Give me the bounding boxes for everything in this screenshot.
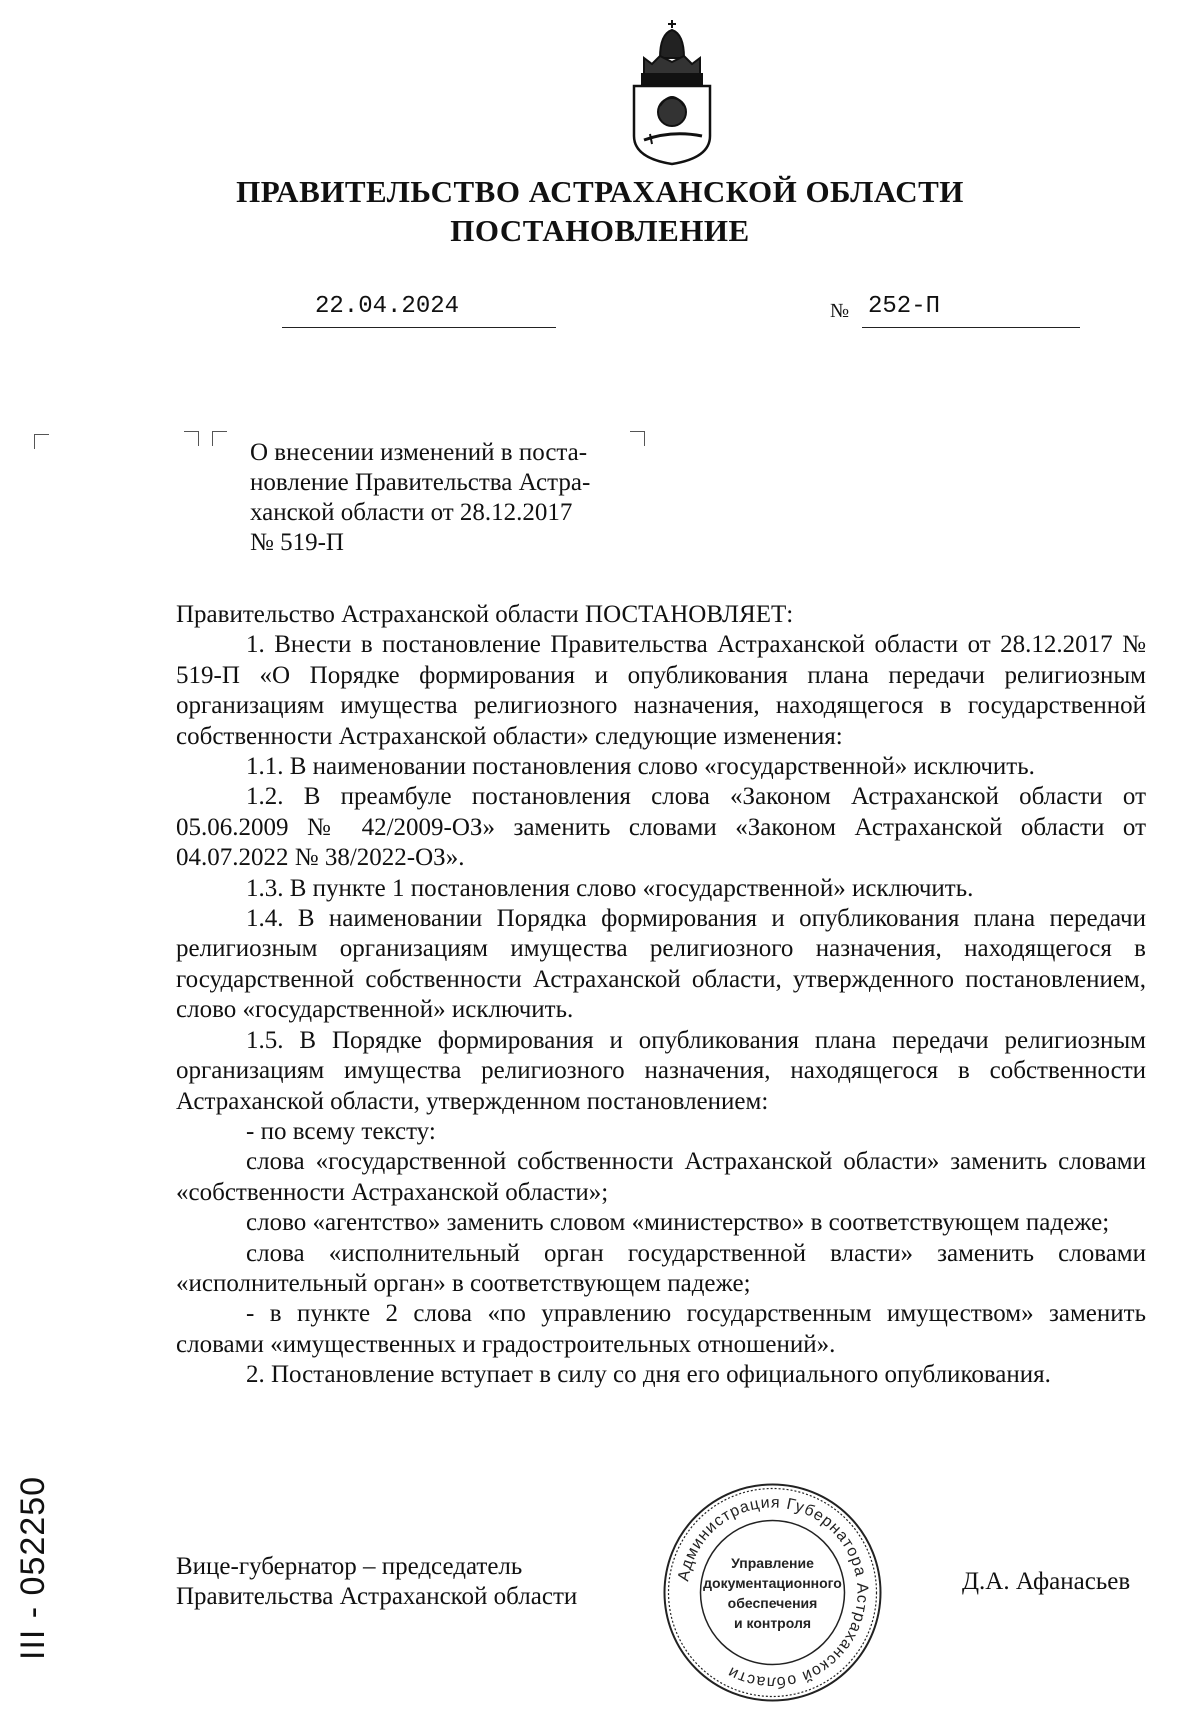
corner-mark-subject-b bbox=[212, 431, 227, 446]
signer-name: Д.А. Афанасьев bbox=[962, 1568, 1131, 1595]
corner-mark-left bbox=[34, 434, 49, 449]
body-paragraph: 1.1. В наименовании постановления слово «государственной» исключить. bbox=[246, 753, 1035, 781]
coat-of-arms-emblem bbox=[622, 18, 722, 166]
svg-text:Администрация Губернатора Астр bbox=[675, 1494, 870, 1690]
stamp-center-line: и контроля bbox=[734, 1615, 811, 1631]
stamp-center-line: обеспечения bbox=[727, 1595, 818, 1611]
body-paragraph: - в пункте 2 слова «по управлению государственным имуществом» заменить словами «имущественных и градостроительных отношений». bbox=[176, 1300, 1146, 1358]
body-paragraph: - по всему тексту: bbox=[246, 1117, 436, 1145]
document-date: 22.04.2024 bbox=[315, 293, 460, 320]
document-body bbox=[176, 600, 1146, 1391]
body-paragraph: 2. Постановление вступает в силу со дня его официального опубликования. bbox=[246, 1361, 1051, 1389]
body-paragraph: 1. Внести в постановление Правительства Астраханской области от 28.12.2017 № 519-П «О Порядке формирования и опубликования плана передачи религиозным организациям имущества религиозного назначения, находящегося в государственной собственности Астраханской области» следующие изменения: bbox=[176, 631, 1146, 750]
stamp-center-line: документационного bbox=[703, 1575, 842, 1591]
stamp-center-line: Управление bbox=[731, 1555, 814, 1571]
body-paragraph: 1.5. В Порядке формирования и опубликования плана передачи религиозным организациям имущества религиозного назначения, находящегося в собственности Астраханской области, утвержденном постановлением: bbox=[176, 1026, 1146, 1115]
signer-position bbox=[176, 1552, 577, 1612]
preamble-paragraph: Правительство Астраханской области ПОСТАНОВЛЯЕТ: bbox=[176, 601, 794, 628]
body-paragraph: 1.3. В пункте 1 постановления слово «государственной» исключить. bbox=[246, 874, 974, 902]
corner-mark-subject-a bbox=[184, 431, 199, 446]
body-paragraph: 1.4. В наименовании Порядка формирования и опубликования плана передачи религиозным организациям имущества религиозного назначения, находящегося в государственной собственности Астраханской области, утвержденного постановлением, слово «государственной» исключить. bbox=[176, 905, 1146, 1024]
subject-line: О внесении изменений в поста- bbox=[250, 439, 588, 466]
side-serial-number: III - 052250 bbox=[14, 1475, 52, 1660]
document-subject bbox=[250, 438, 640, 558]
subject-line: № 519-П bbox=[250, 529, 344, 556]
body-paragraph: 1.2. В преамбуле постановления слова «Законом Астраханской области от 05.06.2009 № 42/2009-ОЗ» заменить словами «Законом Астраханской области от 04.07.2022 № 38/2022-ОЗ». bbox=[176, 783, 1146, 872]
signer-position-line: Вице-губернатор – председатель bbox=[176, 1553, 523, 1580]
body-paragraph: слова «государственной собственности Астраханской области» заменить словами «собственности Астраханской области»; bbox=[176, 1148, 1146, 1206]
stamp-outer-text: Администрация Губернатора Астраханской области bbox=[675, 1494, 871, 1691]
number-sign: № bbox=[830, 300, 850, 322]
signer-position-line: Правительства Астраханской области bbox=[176, 1583, 578, 1610]
body-paragraph: слово «агентство» заменить словом «министерство» в соответствующем падеже; bbox=[246, 1209, 1110, 1237]
official-stamp bbox=[660, 1480, 885, 1705]
subject-line: новление Правительства Астра- bbox=[250, 469, 591, 496]
organization-title: ПРАВИТЕЛЬСТВО АСТРАХАНСКОЙ ОБЛАСТИ bbox=[236, 174, 964, 209]
document-type-title: ПОСТАНОВЛЕНИЕ bbox=[450, 213, 750, 248]
subject-line: ханской области от 28.12.2017 bbox=[250, 499, 573, 526]
document-number: 252-П bbox=[868, 293, 941, 320]
body-paragraph: слова «исполнительный орган государственной власти» заменить словами «исполнительный орган» в соответствующем падеже; bbox=[176, 1239, 1146, 1297]
